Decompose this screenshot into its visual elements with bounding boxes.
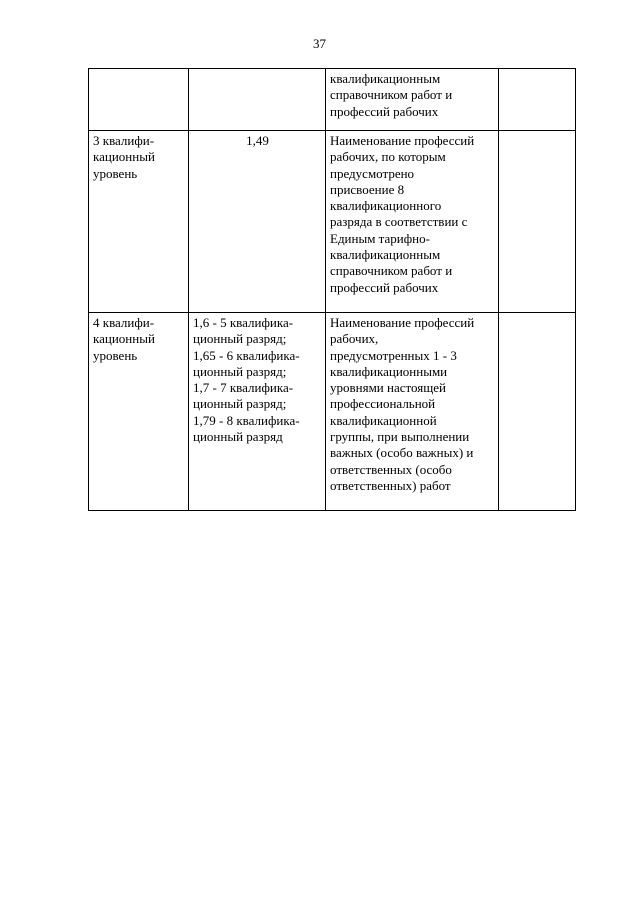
table-row [89, 69, 576, 131]
level-cell: 4 квалифи- кационный уровень [89, 313, 189, 511]
coefficient-cell: 1,6 - 5 квалифика- ционный разряд; 1,65 - 6 квалифика- ционный разряд; 1,7 - 7 квалифика- ционный разряд; 1,79 - 8 квалифика- ционный разряд [189, 313, 326, 511]
level-cell [89, 69, 189, 131]
extra-cell [499, 69, 576, 131]
occupations-cell: Наименование профессий рабочих, по которым предусмотрено присвоение 8 квалификационного разряда в соответствии с Единым тарифно- квалификационным справочником работ и профессий рабочих [326, 131, 499, 313]
extra-cell [499, 313, 576, 511]
extra-cell [499, 131, 576, 313]
level-cell: 3 квалифи- кационный уровень [89, 131, 189, 313]
occupations-cell: Наименование профессий рабочих, предусмотренных 1 - 3 квалификационными уровнями настоящей профессиональной квалификационной группы, при выполнении важных (особо важных) и ответственных (особо ответственных) работ [326, 313, 499, 511]
table-row [89, 313, 576, 511]
table-row [89, 131, 576, 313]
page-number: 37 [313, 36, 326, 51]
coefficient-cell [189, 69, 326, 131]
coefficient-cell: 1,49 [189, 131, 326, 313]
qualification-table [88, 68, 576, 511]
occupations-cell: квалификационным справочником работ и профессий рабочих [326, 69, 499, 131]
